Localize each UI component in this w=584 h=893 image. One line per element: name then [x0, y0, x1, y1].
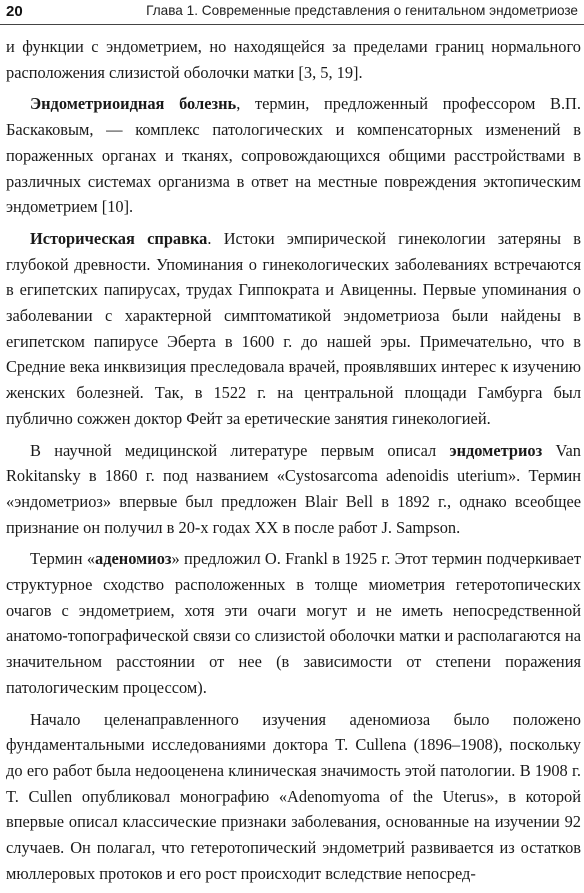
paragraph-4: [6, 438, 581, 541]
page-number: 20: [6, 3, 23, 20]
paragraph-5: [6, 546, 581, 700]
paragraph-6-text: Начало целенаправленного изучения аденомиоза было положено фундаментальными исследованиями доктора T. Cullena (1896–1908), поскольку до его работ была недооценена клиническая значимость этой патологии. В 1908 г. T. Cullen опубликовал монографию «Adenomyoma of the Uterus», в которой впервые описал классические признаки заболевания, основанные на изучении 92 случаев. Он полагал, что гетеротопический эндометрий развивается из остатков мюллеровых протоков и его рост происходит вследствие непосред-: [6, 709, 581, 883]
paragraph-1: [6, 34, 581, 85]
term-endometriosis: эндометриоз: [449, 440, 543, 460]
paragraph-3: [6, 226, 581, 432]
paragraph-6: [6, 707, 581, 887]
term-adenomyosis: аденомиоз: [95, 549, 172, 569]
page-header: [0, 0, 584, 30]
paragraph-1-text: и функции с эндометрием, но находящейся за пределами границ нормального расположения слизистой оболочки матки [3, 5, 19].: [6, 37, 581, 82]
term-historical-note: Историческая справка: [30, 228, 208, 248]
paragraph-5-text-before: Термин «: [30, 549, 96, 569]
header-divider: [0, 24, 584, 25]
paragraph-5-text-after: » предложил O. Frankl в 1925 г. Этот термин подчеркивает структурное сходство расположенных в толще миометрия гетеротопических очагов с эндометрием, хотя эти очаги могут и не иметь непосредственной анатомо-топографической связи со слизистой оболочки матки и располагаются на значительном расстоянии от нее (в зависимости от степени поражения патологическим процессом).: [6, 549, 581, 697]
paragraph-2: [6, 91, 581, 220]
page-body: [6, 34, 581, 893]
paragraph-3-text: . Истоки эмпирической гинекологии затеряны в глубокой древности. Упоминания о гинекологических заболеваниях встречаются в египетских папирусах, трудах Гиппократа и Авиценны. Первые упоминания о заболевании с характерной симптоматикой эндометриоза были найдены в египетском папирусе Эберта в 1600 г. до нашей эры. Примечательно, что в Средние века инквизиция преследовала врачей, проявлявших интерес к изучению женских болезней. Так, в 1522 г. на центральной площади Гамбурга был публично сожжен доктор Фейт за еретические занятия гинекологией.: [6, 228, 581, 428]
paragraph-2-text: , термин, предложенный профессором В.П. Баскаковым, — комплекс патологических и компенсаторных изменений в пораженных органах и тканях, сопровождающихся общими расстройствами в различных системах организма в ответ на местные повреждения эктопическим эндометрием [10].: [6, 94, 581, 217]
paragraph-4-text-after: Van Rokitansky в 1860 г. под названием «Cystosarcoma adenoidis uterium». Термин «эндометриоз» впервые был предложен Blair Bell в 1892 г., однако всеобщее признание он получил в 20-х годах XX в после работ J. Sampson.: [6, 440, 581, 537]
paragraph-4-text-before: В научной медицинской литературе первым описал: [30, 440, 450, 460]
running-head: Глава 1. Современные представления о генитальном эндометриозе: [146, 3, 578, 18]
term-endometrioid-disease: Эндометриоидная болезнь: [30, 94, 237, 114]
